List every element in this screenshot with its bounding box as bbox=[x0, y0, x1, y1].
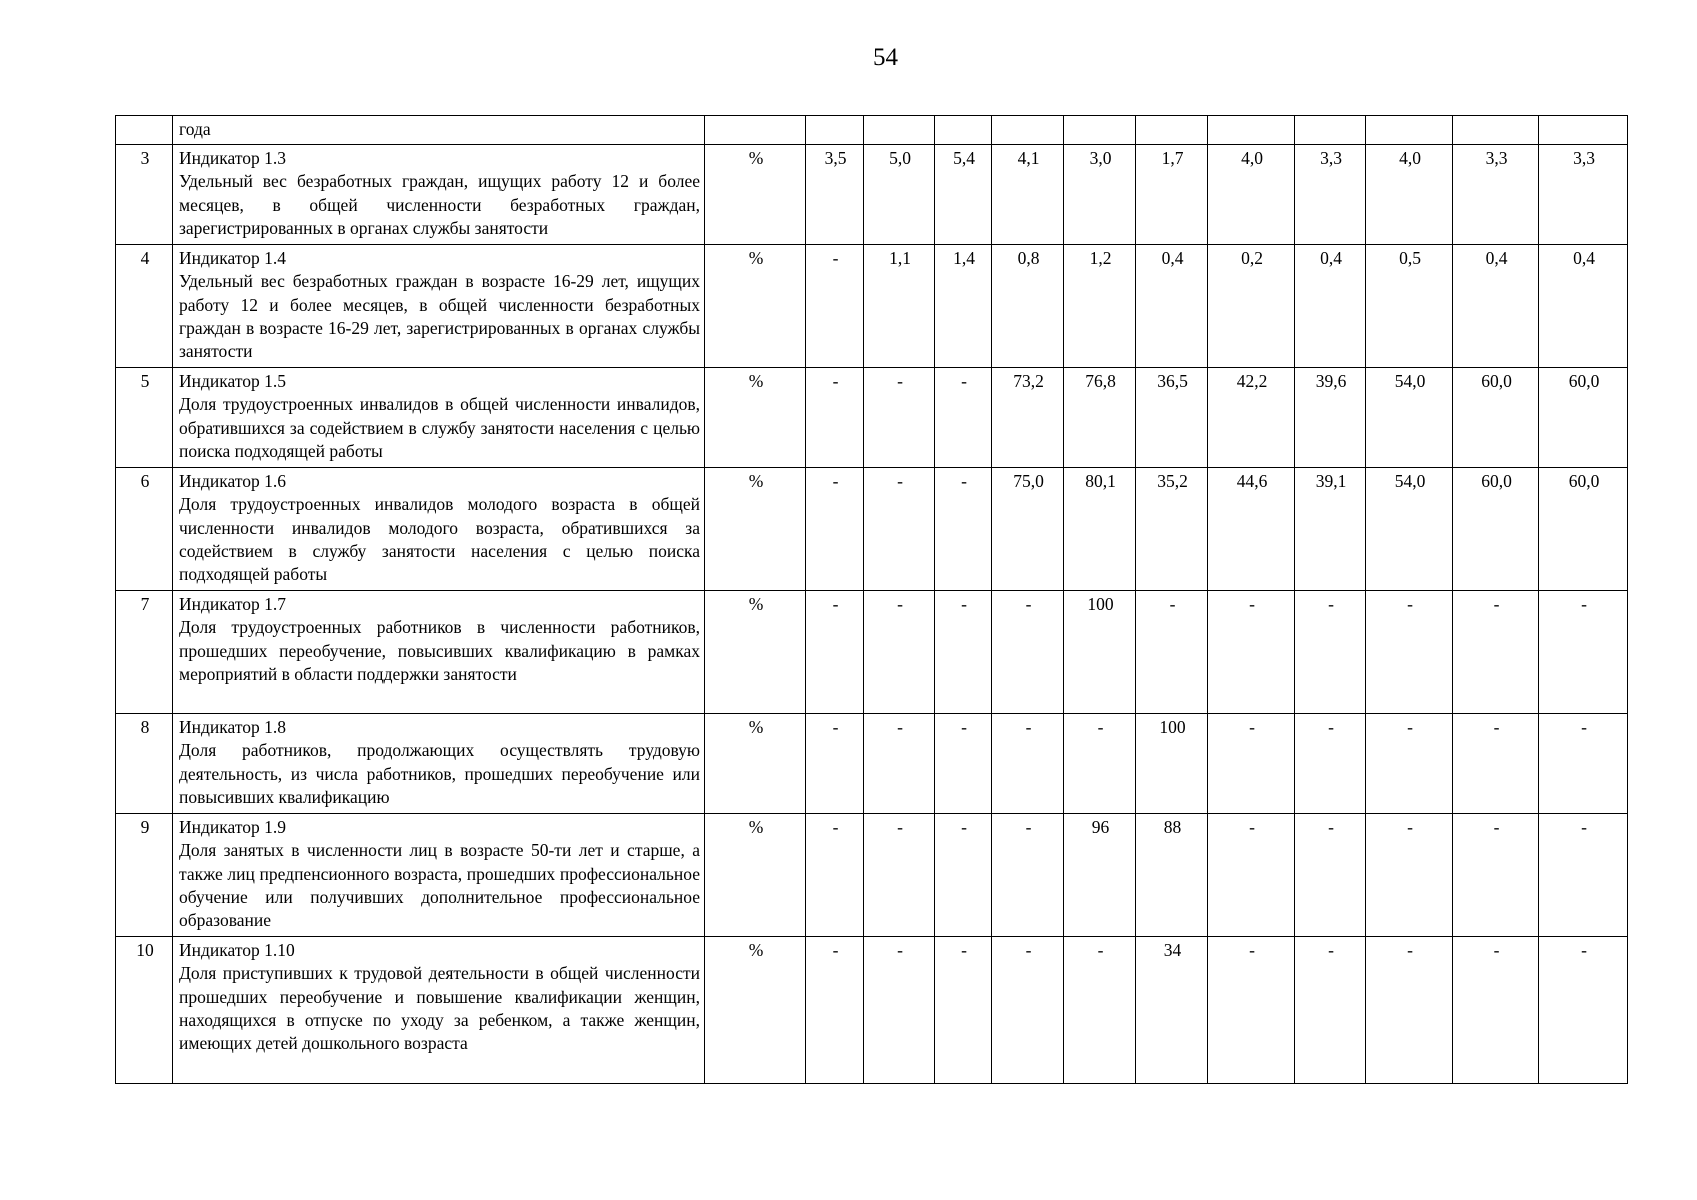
value-cell: - bbox=[1208, 814, 1295, 937]
unit-cell: % bbox=[705, 145, 806, 245]
value-cell bbox=[1539, 116, 1628, 145]
value-cell: 75,0 bbox=[992, 468, 1064, 591]
value-cell: 3,3 bbox=[1453, 145, 1539, 245]
value-cell: - bbox=[1453, 714, 1539, 814]
value-cell: - bbox=[864, 468, 935, 591]
value-cell: 39,1 bbox=[1295, 468, 1366, 591]
indicator-description-cell bbox=[173, 591, 705, 714]
value-cell: 54,0 bbox=[1366, 368, 1453, 468]
value-cell: - bbox=[1539, 937, 1628, 1084]
value-cell: - bbox=[864, 814, 935, 937]
indicator-name: Индикатор 1.4 bbox=[179, 248, 286, 269]
value-cell: - bbox=[864, 714, 935, 814]
value-cell: 42,2 bbox=[1208, 368, 1295, 468]
unit-cell: % bbox=[705, 245, 806, 368]
value-cell: 60,0 bbox=[1453, 468, 1539, 591]
value-cell bbox=[935, 116, 992, 145]
table-row bbox=[116, 714, 1628, 814]
indicator-text: Удельный вес безработных граждан, ищущих работу 12 и более месяцев, в общей численности безработных граждан, зарегистрированных в органах службы занятости bbox=[179, 171, 700, 238]
value-cell: - bbox=[806, 245, 864, 368]
value-cell: 1,1 bbox=[864, 245, 935, 368]
value-cell: 76,8 bbox=[1064, 368, 1136, 468]
value-cell: - bbox=[806, 368, 864, 468]
table-row bbox=[116, 145, 1628, 245]
table-row bbox=[116, 245, 1628, 368]
value-cell: 88 bbox=[1136, 814, 1208, 937]
value-cell: 0,4 bbox=[1539, 245, 1628, 368]
value-cell: 3,3 bbox=[1295, 145, 1366, 245]
value-cell: - bbox=[806, 714, 864, 814]
unit-cell: % bbox=[705, 468, 806, 591]
value-cell: - bbox=[864, 591, 935, 714]
value-cell: 3,5 bbox=[806, 145, 864, 245]
row-number-cell: 4 bbox=[116, 245, 173, 368]
value-cell: - bbox=[864, 368, 935, 468]
value-cell: - bbox=[1539, 591, 1628, 714]
unit-cell: % bbox=[705, 937, 806, 1084]
value-cell: 60,0 bbox=[1539, 468, 1628, 591]
indicator-name: Индикатор 1.9 bbox=[179, 817, 286, 838]
row-number-cell: 10 bbox=[116, 937, 173, 1084]
indicator-description-cell bbox=[173, 814, 705, 937]
value-cell: - bbox=[1208, 714, 1295, 814]
value-cell: - bbox=[1064, 937, 1136, 1084]
indicator-description-cell bbox=[173, 714, 705, 814]
value-cell bbox=[806, 116, 864, 145]
unit-cell: % bbox=[705, 368, 806, 468]
value-cell bbox=[1366, 116, 1453, 145]
table-row bbox=[116, 937, 1628, 1084]
carry-over-text: года bbox=[173, 116, 705, 145]
indicator-name: Индикатор 1.8 bbox=[179, 717, 286, 738]
value-cell: - bbox=[1064, 714, 1136, 814]
value-cell: 60,0 bbox=[1539, 368, 1628, 468]
value-cell: - bbox=[935, 937, 992, 1084]
value-cell: 4,0 bbox=[1208, 145, 1295, 245]
value-cell: 80,1 bbox=[1064, 468, 1136, 591]
indicator-description-cell bbox=[173, 245, 705, 368]
value-cell: - bbox=[935, 591, 992, 714]
value-cell: 73,2 bbox=[992, 368, 1064, 468]
value-cell: 3,0 bbox=[1064, 145, 1136, 245]
value-cell: - bbox=[1539, 814, 1628, 937]
indicator-description-cell bbox=[173, 368, 705, 468]
value-cell: 4,0 bbox=[1366, 145, 1453, 245]
value-cell bbox=[1295, 116, 1366, 145]
value-cell: - bbox=[992, 714, 1064, 814]
value-cell: 0,2 bbox=[1208, 245, 1295, 368]
indicator-text: Доля занятых в численности лиц в возрасте 50-ти лет и старше, а также лиц предпенсионного возраста, прошедших профессиональное обучение или получивших дополнительное профессиональное образование bbox=[179, 840, 700, 931]
indicator-description-cell bbox=[173, 145, 705, 245]
value-cell bbox=[1208, 116, 1295, 145]
value-cell: 0,5 bbox=[1366, 245, 1453, 368]
unit-cell bbox=[705, 116, 806, 145]
value-cell bbox=[1453, 116, 1539, 145]
value-cell: 4,1 bbox=[992, 145, 1064, 245]
value-cell: - bbox=[1366, 591, 1453, 714]
row-number-cell: 5 bbox=[116, 368, 173, 468]
value-cell: - bbox=[992, 937, 1064, 1084]
table-body bbox=[116, 116, 1628, 1084]
value-cell: 1,2 bbox=[1064, 245, 1136, 368]
row-number-cell: 8 bbox=[116, 714, 173, 814]
value-cell: 35,2 bbox=[1136, 468, 1208, 591]
indicator-text: Доля трудоустроенных инвалидов молодого возраста в общей численности инвалидов молодого возраста, обратившихся за содействием в службу занятости населения с целью поиска подходящей работы bbox=[179, 494, 700, 585]
value-cell: - bbox=[1295, 814, 1366, 937]
indicator-text: Доля трудоустроенных работников в численности работников, прошедших переобучение, повысивших квалификацию в рамках мероприятий в области поддержки занятости bbox=[179, 617, 700, 684]
value-cell: - bbox=[1136, 591, 1208, 714]
value-cell: 96 bbox=[1064, 814, 1136, 937]
value-cell: 5,4 bbox=[935, 145, 992, 245]
indicator-name: Индикатор 1.10 bbox=[179, 940, 295, 961]
value-cell: - bbox=[1366, 814, 1453, 937]
table-row-carry-over bbox=[116, 116, 1628, 145]
value-cell: 100 bbox=[1064, 591, 1136, 714]
value-cell: - bbox=[1208, 937, 1295, 1084]
value-cell: - bbox=[806, 468, 864, 591]
value-cell: - bbox=[806, 814, 864, 937]
value-cell bbox=[1064, 116, 1136, 145]
indicator-name: Индикатор 1.6 bbox=[179, 471, 286, 492]
value-cell: - bbox=[992, 591, 1064, 714]
value-cell: - bbox=[1453, 937, 1539, 1084]
value-cell: - bbox=[1366, 714, 1453, 814]
page-number: 54 bbox=[873, 44, 898, 71]
value-cell: 0,8 bbox=[992, 245, 1064, 368]
value-cell: - bbox=[935, 814, 992, 937]
value-cell: 1,4 bbox=[935, 245, 992, 368]
indicator-text: Доля трудоустроенных инвалидов в общей численности инвалидов, обратившихся за содействием в службу занятости населения с целью поиска подходящей работы bbox=[179, 394, 700, 461]
indicator-name: Индикатор 1.5 bbox=[179, 371, 286, 392]
value-cell: 0,4 bbox=[1453, 245, 1539, 368]
value-cell: 5,0 bbox=[864, 145, 935, 245]
indicator-name: Индикатор 1.3 bbox=[179, 148, 286, 169]
value-cell: - bbox=[935, 714, 992, 814]
table-row bbox=[116, 814, 1628, 937]
value-cell: - bbox=[1208, 591, 1295, 714]
unit-cell: % bbox=[705, 591, 806, 714]
value-cell: 0,4 bbox=[1295, 245, 1366, 368]
value-cell: - bbox=[1295, 937, 1366, 1084]
indicator-text: Доля приступивших к трудовой деятельности в общей численности прошедших переобучение и повышение квалификации женщин, находящихся в отпуске по уходу за ребенком, а также женщин, имеющих детей дошкольного возраста bbox=[179, 963, 700, 1054]
value-cell: - bbox=[806, 937, 864, 1084]
row-number-cell: 3 bbox=[116, 145, 173, 245]
value-cell: 44,6 bbox=[1208, 468, 1295, 591]
value-cell: - bbox=[935, 468, 992, 591]
value-cell bbox=[992, 116, 1064, 145]
indicator-text: Удельный вес безработных граждан в возрасте 16-29 лет, ищущих работу 12 и более месяцев, в общей численности безработных граждан в возрасте 16-29 лет, зарегистрированных в органах службы занятости bbox=[179, 271, 700, 362]
indicator-description-cell bbox=[173, 937, 705, 1084]
row-number-cell: 6 bbox=[116, 468, 173, 591]
value-cell: - bbox=[1453, 591, 1539, 714]
row-number-cell bbox=[116, 116, 173, 145]
value-cell: - bbox=[864, 937, 935, 1084]
value-cell: - bbox=[992, 814, 1064, 937]
value-cell bbox=[864, 116, 935, 145]
value-cell: 36,5 bbox=[1136, 368, 1208, 468]
value-cell: - bbox=[935, 368, 992, 468]
value-cell: 54,0 bbox=[1366, 468, 1453, 591]
indicator-name: Индикатор 1.7 bbox=[179, 594, 286, 615]
value-cell: - bbox=[806, 591, 864, 714]
indicator-description-cell bbox=[173, 468, 705, 591]
row-number-cell: 7 bbox=[116, 591, 173, 714]
table-row bbox=[116, 591, 1628, 714]
value-cell: - bbox=[1366, 937, 1453, 1084]
value-cell: 39,6 bbox=[1295, 368, 1366, 468]
unit-cell: % bbox=[705, 814, 806, 937]
value-cell bbox=[1136, 116, 1208, 145]
value-cell: - bbox=[1295, 714, 1366, 814]
value-cell: 34 bbox=[1136, 937, 1208, 1084]
value-cell: 3,3 bbox=[1539, 145, 1628, 245]
value-cell: 1,7 bbox=[1136, 145, 1208, 245]
table-row bbox=[116, 468, 1628, 591]
value-cell: - bbox=[1539, 714, 1628, 814]
row-number-cell: 9 bbox=[116, 814, 173, 937]
value-cell: - bbox=[1453, 814, 1539, 937]
table-row bbox=[116, 368, 1628, 468]
value-cell: 0,4 bbox=[1136, 245, 1208, 368]
indicators-table bbox=[115, 115, 1628, 1084]
value-cell: - bbox=[1295, 591, 1366, 714]
unit-cell: % bbox=[705, 714, 806, 814]
indicator-text: Доля работников, продолжающих осуществлять трудовую деятельность, из числа работников, прошедших переобучение или повысивших квалификацию bbox=[179, 740, 700, 807]
value-cell: 100 bbox=[1136, 714, 1208, 814]
value-cell: 60,0 bbox=[1453, 368, 1539, 468]
